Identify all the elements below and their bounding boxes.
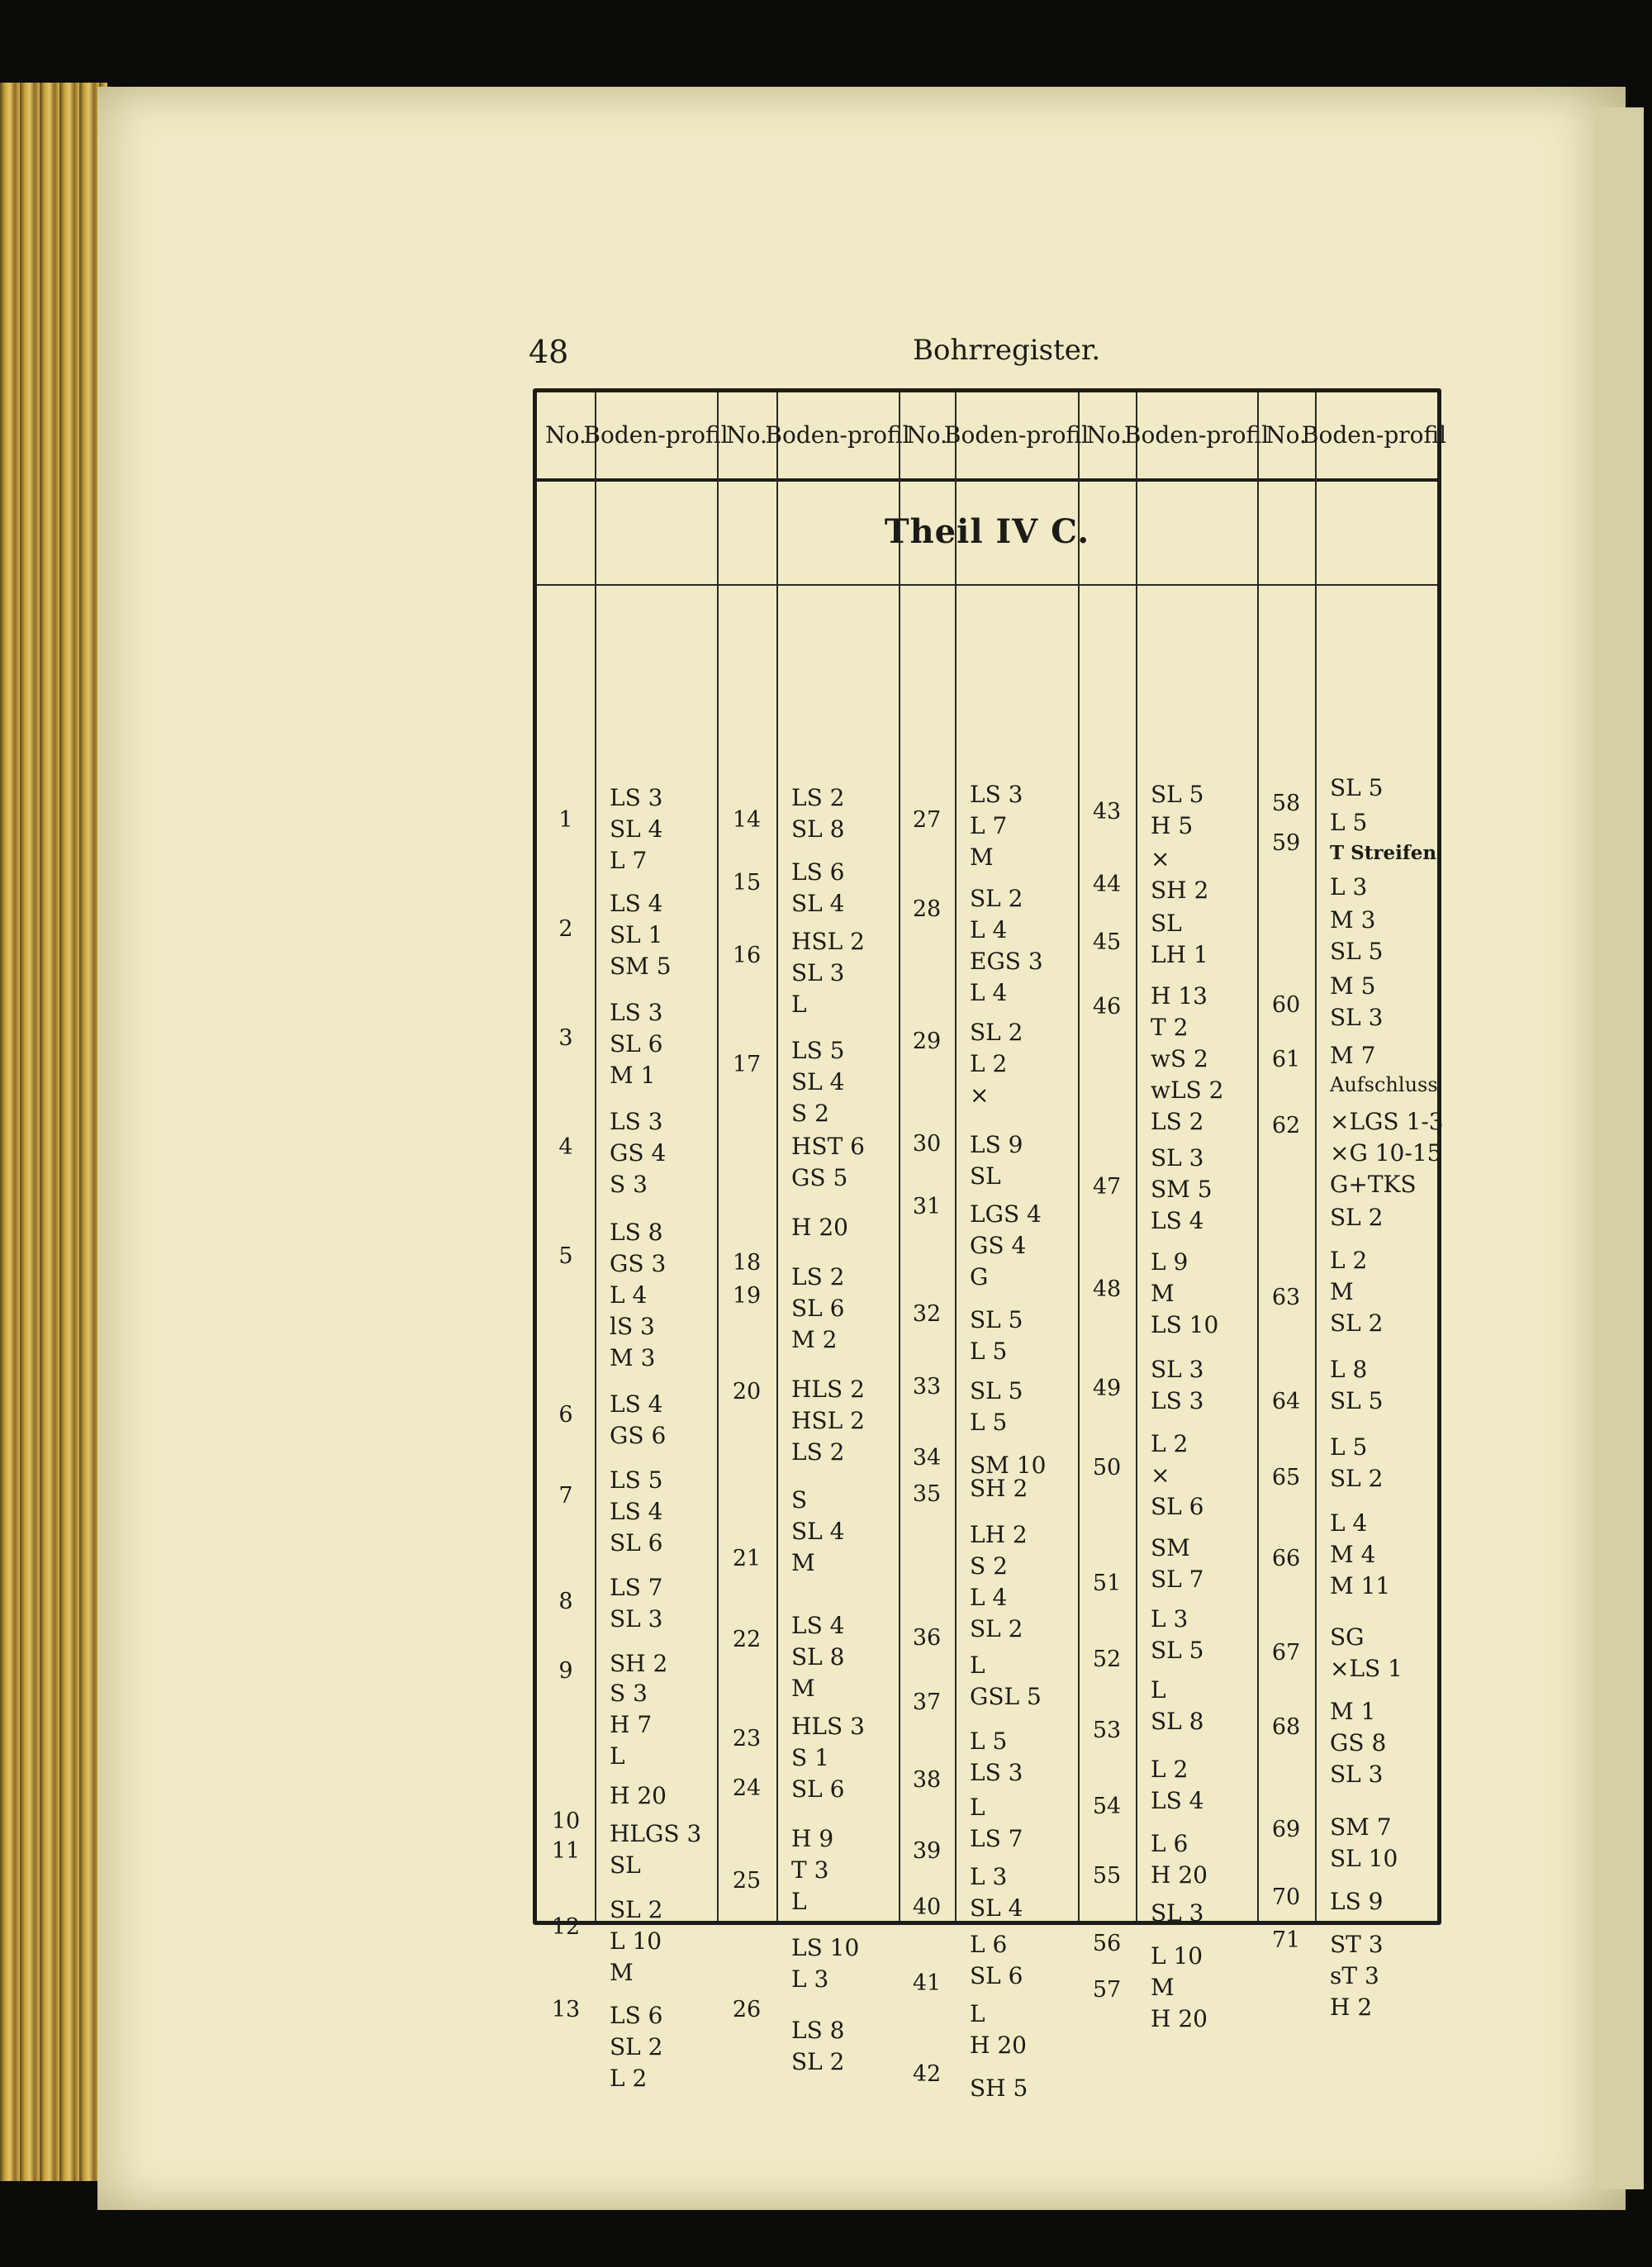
profile-entry: SH 5 (970, 2075, 1028, 2102)
column-rule (595, 392, 596, 1921)
register-number: 28 (912, 896, 942, 922)
profile-entry: SH 2 (1151, 877, 1209, 904)
profile-entry: SL 3 (1151, 1356, 1204, 1383)
column-header-no: No. (906, 421, 947, 449)
profile-entry: H 20 (1151, 1861, 1208, 1889)
register-number: 51 (1092, 1571, 1122, 1596)
profile-entry: SL 5 (970, 1377, 1023, 1404)
register-number: 12 (551, 1914, 581, 1940)
profile-entry: SM 10 (970, 1452, 1047, 1479)
profile-entry: LS 7 (970, 1825, 1023, 1852)
register-number: 69 (1271, 1817, 1301, 1842)
column-header-no: No. (1265, 421, 1307, 449)
register-number: 20 (732, 1379, 762, 1404)
profile-label-line1: Boden- (583, 421, 666, 449)
profile-entry: M (791, 1675, 815, 1702)
register-number: 21 (732, 1546, 762, 1571)
profile-entry: LS 10 (791, 1934, 860, 1961)
profile-entry: LS 2 (791, 1263, 845, 1290)
profile-entry: M 3 (1330, 906, 1376, 934)
profile-entry: M 3 (610, 1344, 656, 1371)
register-number: 15 (732, 870, 762, 896)
profile-entry: LS 4 (791, 1612, 845, 1639)
profile-entry: SH 2 (970, 1475, 1028, 1502)
profile-entry: L 2 (970, 1050, 1008, 1077)
register-number: 34 (912, 1445, 942, 1471)
register-number: 53 (1092, 1718, 1122, 1743)
profile-entry: SH 2 (610, 1650, 668, 1677)
register-number: 71 (1271, 1927, 1301, 1953)
profile-entry: G+TKS (1330, 1171, 1417, 1198)
profile-entry: M 2 (791, 1326, 838, 1353)
column-header-no: No. (545, 421, 586, 449)
register-number: 48 (1092, 1276, 1122, 1302)
profile-entry: S 2 (970, 1552, 1008, 1580)
profile-entry: SL (1151, 910, 1182, 937)
profile-entry: LS 8 (610, 1219, 663, 1246)
profile-entry: GSL 5 (970, 1683, 1042, 1710)
register-number: 63 (1271, 1285, 1301, 1310)
profile-entry: M (791, 1549, 815, 1576)
profile-entry: L 7 (970, 812, 1008, 839)
profile-entry: L 3 (1151, 1605, 1189, 1633)
profile-entry: L 2 (1151, 1756, 1189, 1783)
profile-entry: wLS 2 (1151, 1076, 1224, 1104)
register-number: 33 (912, 1374, 942, 1400)
profile-entry: SL 5 (1151, 1637, 1204, 1664)
profile-entry: LS 3 (610, 999, 663, 1026)
profile-entry: SL 2 (970, 885, 1023, 912)
profile-entry: LS 8 (791, 2017, 845, 2044)
profile-entry: L 4 (610, 1281, 648, 1309)
register-number: 55 (1092, 1863, 1122, 1889)
profile-entry: M 11 (1330, 1572, 1391, 1599)
register-number: 17 (732, 1052, 762, 1077)
profile-label-line2: profil (665, 421, 729, 449)
column-header-profile (583, 392, 729, 478)
profile-entry: L 8 (1330, 1356, 1368, 1383)
profile-entry: H 7 (610, 1711, 653, 1738)
profile-entry: L 3 (970, 1863, 1008, 1890)
register-number: 9 (558, 1658, 573, 1684)
profile-entry: SL 2 (610, 2033, 663, 2060)
profile-entry: M (970, 844, 994, 871)
profile-entry: H 20 (610, 1782, 667, 1809)
profile-entry: L 5 (970, 1728, 1008, 1755)
register-number: 13 (551, 1997, 581, 2022)
register-number: 37 (912, 1690, 942, 1715)
column-rule (717, 392, 719, 1921)
profile-entry: LS 5 (791, 1037, 845, 1064)
column-rule (955, 392, 957, 1921)
profile-entry: T 3 (791, 1856, 829, 1884)
profile-entry: L 5 (1330, 809, 1368, 836)
profile-entry: L 9 (1151, 1248, 1189, 1276)
register-number: 56 (1092, 1931, 1122, 1956)
register-number: 32 (912, 1301, 942, 1327)
profile-entry: GS 8 (1330, 1729, 1387, 1756)
profile-entry: × (1151, 845, 1170, 872)
profile-entry: LS 7 (610, 1574, 663, 1601)
profile-entry: L (791, 1888, 807, 1915)
register-number: 70 (1271, 1884, 1301, 1910)
profile-entry: ×LGS 1-3 (1330, 1108, 1444, 1135)
profile-entry: LS 9 (970, 1131, 1023, 1158)
register-number: 52 (1092, 1647, 1122, 1672)
column-header-profile (1301, 392, 1447, 478)
book-page-edges (0, 83, 107, 2181)
profile-entry: SL 5 (970, 1306, 1023, 1333)
profile-entry: SL 3 (1151, 1899, 1204, 1927)
register-number: 25 (732, 1868, 762, 1894)
register-number: 3 (558, 1025, 573, 1051)
profile-entry: LS 3 (1151, 1387, 1204, 1414)
register-number: 16 (732, 943, 762, 968)
column-header-no: No. (726, 421, 767, 449)
profile-entry: L 4 (970, 979, 1008, 1006)
profile-entry: L (970, 2000, 985, 2027)
profile-entry: H 13 (1151, 982, 1208, 1010)
profile-entry: SL 6 (610, 1030, 663, 1057)
profile-entry: L 4 (970, 1584, 1008, 1611)
register-number: 6 (558, 1402, 573, 1428)
profile-entry: L 3 (1330, 873, 1368, 901)
profile-label-line2: profil (1026, 421, 1089, 449)
register-number: 36 (912, 1625, 942, 1651)
register-number: 26 (732, 1997, 762, 2022)
profile-label-line1: Boden- (1123, 421, 1207, 449)
profile-entry: SG (1330, 1623, 1365, 1651)
profile-entry: SL 4 (970, 1894, 1023, 1922)
profile-entry: GS 4 (610, 1139, 667, 1167)
facing-page-edge (1594, 107, 1644, 2189)
page-number: 48 (529, 334, 569, 370)
profile-entry: SL 2 (791, 2048, 845, 2075)
profile-entry: SL 3 (610, 1605, 663, 1633)
profile-entry: H 20 (791, 1214, 848, 1241)
profile-entry: LS 3 (970, 1759, 1023, 1786)
profile-entry: ×G 10-15 (1330, 1139, 1442, 1167)
profile-entry: LS 3 (970, 781, 1023, 808)
profile-entry: M 1 (1330, 1698, 1376, 1725)
profile-entry: H 20 (1151, 2005, 1208, 2032)
profile-entry: SL 3 (791, 959, 845, 986)
profile-entry: LS 3 (610, 1108, 663, 1135)
profile-entry: SM 5 (1151, 1176, 1213, 1203)
register-number: 65 (1271, 1465, 1301, 1490)
profile-entry: S 3 (610, 1680, 648, 1707)
column-rule (1078, 392, 1080, 1921)
profile-entry: SL 2 (970, 1615, 1023, 1642)
profile-entry: SL 7 (1151, 1566, 1204, 1593)
profile-entry: SL 2 (1330, 1309, 1384, 1337)
profile-entry: LS 2 (1151, 1108, 1204, 1135)
profile-entry: T 2 (1151, 1014, 1189, 1041)
section-title: Theil IV C. (884, 512, 1090, 551)
profile-entry: SL 3 (1151, 1144, 1204, 1172)
profile-entry: SL 6 (610, 1529, 663, 1556)
profile-entry: SL 6 (970, 1962, 1023, 1989)
profile-entry: SL 8 (791, 815, 845, 843)
profile-entry: L 4 (1330, 1509, 1368, 1537)
profile-entry: SL (610, 1851, 641, 1879)
profile-entry: SM 5 (610, 953, 672, 980)
profile-entry: L 2 (610, 2065, 648, 2092)
profile-entry: L (1151, 1676, 1166, 1704)
profile-entry: HLS 3 (791, 1713, 865, 1740)
profile-entry: L 10 (610, 1927, 662, 1955)
register-number: 43 (1092, 799, 1122, 825)
profile-entry: S (791, 1486, 808, 1514)
profile-entry: L 2 (1330, 1247, 1368, 1274)
profile-entry: SL 3 (1330, 1761, 1384, 1788)
register-number: 67 (1271, 1640, 1301, 1666)
register-number: 64 (1271, 1389, 1301, 1414)
profile-entry: SL 4 (791, 890, 845, 917)
profile-entry: LH 2 (970, 1521, 1028, 1548)
register-number: 7 (558, 1483, 573, 1509)
profile-entry: SL (970, 1162, 1001, 1190)
profile-entry: LGS 4 (970, 1200, 1042, 1228)
register-number: 4 (558, 1134, 573, 1160)
profile-entry: GS 4 (970, 1232, 1027, 1259)
profile-entry: × (970, 1081, 990, 1109)
column-header-profile (765, 392, 910, 478)
register-number: 1 (558, 807, 573, 833)
profile-entry: L (970, 1652, 985, 1679)
register-number: 18 (732, 1250, 762, 1276)
register-number: 31 (912, 1194, 942, 1219)
profile-entry: ×LS 1 (1330, 1655, 1403, 1682)
register-number: 10 (551, 1808, 581, 1834)
profile-entry: SL 2 (1330, 1465, 1384, 1492)
profile-entry: L 4 (970, 916, 1008, 943)
profile-entry: HLS 2 (791, 1376, 865, 1403)
profile-entry: L 5 (970, 1409, 1008, 1436)
register-number: 49 (1092, 1376, 1122, 1401)
profile-entry: LS 2 (791, 1438, 845, 1466)
profile-entry: M 4 (1330, 1541, 1376, 1568)
register-number: 11 (551, 1838, 581, 1864)
register-number: 40 (912, 1894, 942, 1920)
column-header-profile (1123, 392, 1270, 478)
running-head: Bohrregister. (913, 334, 1101, 367)
profile-entry: T Streifen (1330, 842, 1437, 864)
profile-entry: LS 4 (610, 890, 663, 917)
profile-entry: M (610, 1959, 634, 1986)
register-number: 30 (912, 1131, 942, 1157)
profile-entry: SL 8 (791, 1643, 845, 1671)
profile-entry: M 5 (1330, 972, 1376, 1000)
profile-entry: SL 5 (1330, 1387, 1384, 1414)
profile-entry: M 1 (610, 1062, 656, 1089)
register-number: 68 (1271, 1714, 1301, 1740)
column-rule (1136, 392, 1137, 1921)
register-number: 47 (1092, 1174, 1122, 1200)
register-number: 2 (558, 916, 573, 942)
profile-entry: L 5 (1330, 1433, 1368, 1461)
register-number: 46 (1092, 994, 1122, 1019)
profile-entry: SL 6 (791, 1295, 845, 1322)
profile-entry: LH 1 (1151, 941, 1208, 968)
register-number: 35 (912, 1481, 942, 1507)
profile-entry: SL 5 (1330, 774, 1384, 801)
profile-entry: × (1151, 1461, 1170, 1489)
profile-entry: SL 3 (1330, 1004, 1384, 1031)
profile-entry: SL 2 (610, 1896, 663, 1923)
profile-entry: L 2 (1151, 1430, 1189, 1457)
profile-label-line2: profil (847, 421, 910, 449)
profile-entry: M 7 (1330, 1042, 1376, 1069)
register-number: 57 (1092, 1977, 1122, 2003)
profile-entry: sT 3 (1330, 1962, 1379, 1989)
register-number: 22 (732, 1627, 762, 1652)
column-header-no: No. (1086, 421, 1127, 449)
profile-entry: S 1 (791, 1744, 829, 1771)
profile-entry: ST 3 (1330, 1931, 1384, 1958)
profile-entry: lS 3 (610, 1313, 655, 1340)
register-number: 27 (912, 807, 942, 833)
profile-entry: L 6 (1151, 1830, 1189, 1857)
register-number: 8 (558, 1589, 573, 1614)
register-number: 45 (1092, 929, 1122, 955)
profile-entry: LS 4 (1151, 1787, 1204, 1814)
register-number: 44 (1092, 872, 1122, 897)
profile-label-line2: profil (1384, 421, 1447, 449)
profile-entry: SM 7 (1330, 1813, 1392, 1841)
profile-entry: SL 4 (610, 815, 663, 843)
profile-entry: HLGS 3 (610, 1820, 702, 1847)
profile-entry: LS 6 (610, 2002, 663, 2029)
register-number: 54 (1092, 1794, 1122, 1819)
column-rule (899, 392, 900, 1921)
profile-entry: EGS 3 (970, 948, 1043, 975)
profile-entry: SL 2 (970, 1019, 1023, 1046)
header-rule (537, 478, 1437, 482)
profile-entry: H 2 (1330, 1994, 1373, 2021)
profile-entry: SL 5 (1151, 781, 1204, 808)
profile-entry: SL 10 (1330, 1845, 1398, 1872)
profile-entry: HST 6 (791, 1133, 865, 1160)
profile-entry: LS 3 (610, 784, 663, 811)
register-number: 29 (912, 1029, 942, 1054)
profile-entry: S 2 (791, 1100, 829, 1127)
profile-entry: LS 9 (1330, 1888, 1384, 1915)
register-number: 41 (912, 1970, 942, 1996)
profile-label-line1: Boden- (943, 421, 1027, 449)
profile-entry: wS 2 (1151, 1045, 1208, 1072)
register-number: 50 (1092, 1455, 1122, 1480)
profile-entry: LS 10 (1151, 1311, 1219, 1338)
profile-entry: LS 5 (610, 1466, 663, 1494)
profile-entry: H 9 (791, 1825, 834, 1852)
profile-entry: G (970, 1263, 989, 1290)
profile-entry: GS 6 (610, 1422, 667, 1449)
register-number: 60 (1271, 992, 1301, 1018)
register-number: 38 (912, 1767, 942, 1793)
profile-entry: H 20 (970, 2032, 1027, 2059)
register-number: 42 (912, 2061, 942, 2087)
profile-entry: H 5 (1151, 812, 1194, 839)
profile-entry: L (970, 1794, 985, 1821)
column-rule (1315, 392, 1317, 1921)
profile-entry: L 10 (1151, 1942, 1203, 1970)
register-number: 14 (732, 807, 762, 833)
column-rule (1257, 392, 1259, 1921)
profile-entry: SL 8 (1151, 1708, 1204, 1735)
register-number: 58 (1271, 791, 1301, 816)
column-header-profile (943, 392, 1089, 478)
profile-label-line1: Boden- (1301, 421, 1384, 449)
profile-entry: SL 6 (791, 1775, 845, 1803)
profile-entry: LS 4 (610, 1498, 663, 1525)
profile-entry: S 3 (610, 1171, 648, 1198)
profile-entry: HSL 2 (791, 1407, 865, 1434)
profile-entry: L 6 (970, 1931, 1008, 1958)
register-number: 39 (912, 1838, 942, 1864)
profile-entry: SL 1 (610, 921, 663, 948)
profile-entry: Aufschluss (1330, 1073, 1438, 1096)
register-number: 59 (1271, 830, 1301, 856)
register-number: 66 (1271, 1546, 1301, 1571)
profile-entry: M (1151, 1280, 1175, 1307)
profile-entry: L (610, 1742, 625, 1770)
register-number: 5 (558, 1243, 573, 1269)
profile-entry: SM (1151, 1534, 1190, 1561)
register-number: 61 (1271, 1047, 1301, 1072)
profile-entry: GS 3 (610, 1250, 667, 1277)
profile-entry: L 5 (970, 1338, 1008, 1365)
profile-entry: L (791, 991, 807, 1018)
profile-entry: SL 2 (1330, 1204, 1384, 1231)
profile-entry: LS 4 (610, 1390, 663, 1418)
profile-entry: SL 5 (1330, 938, 1384, 965)
profile-entry: SL 4 (791, 1068, 845, 1095)
profile-label-line2: profil (1206, 421, 1270, 449)
register-number: 24 (732, 1775, 762, 1801)
profile-entry: M (1330, 1278, 1354, 1305)
profile-label-line1: Boden- (765, 421, 847, 449)
profile-entry: M (1151, 1974, 1175, 2001)
profile-entry: LS 2 (791, 784, 845, 811)
register-number: 62 (1271, 1113, 1301, 1138)
profile-entry: HSL 2 (791, 928, 865, 955)
register-number: 19 (732, 1283, 762, 1309)
profile-entry: SL 6 (1151, 1493, 1204, 1520)
register-number: 23 (732, 1726, 762, 1751)
profile-entry: GS 5 (791, 1164, 848, 1191)
column-rule (776, 392, 778, 1921)
profile-entry: L 3 (791, 1965, 829, 1993)
bore-register-table (533, 388, 1447, 2102)
title-rule (537, 584, 1437, 586)
profile-entry: LS 6 (791, 858, 845, 886)
profile-entry: L 7 (610, 847, 648, 874)
profile-entry: SL 4 (791, 1518, 845, 1545)
profile-entry: LS 4 (1151, 1207, 1204, 1234)
